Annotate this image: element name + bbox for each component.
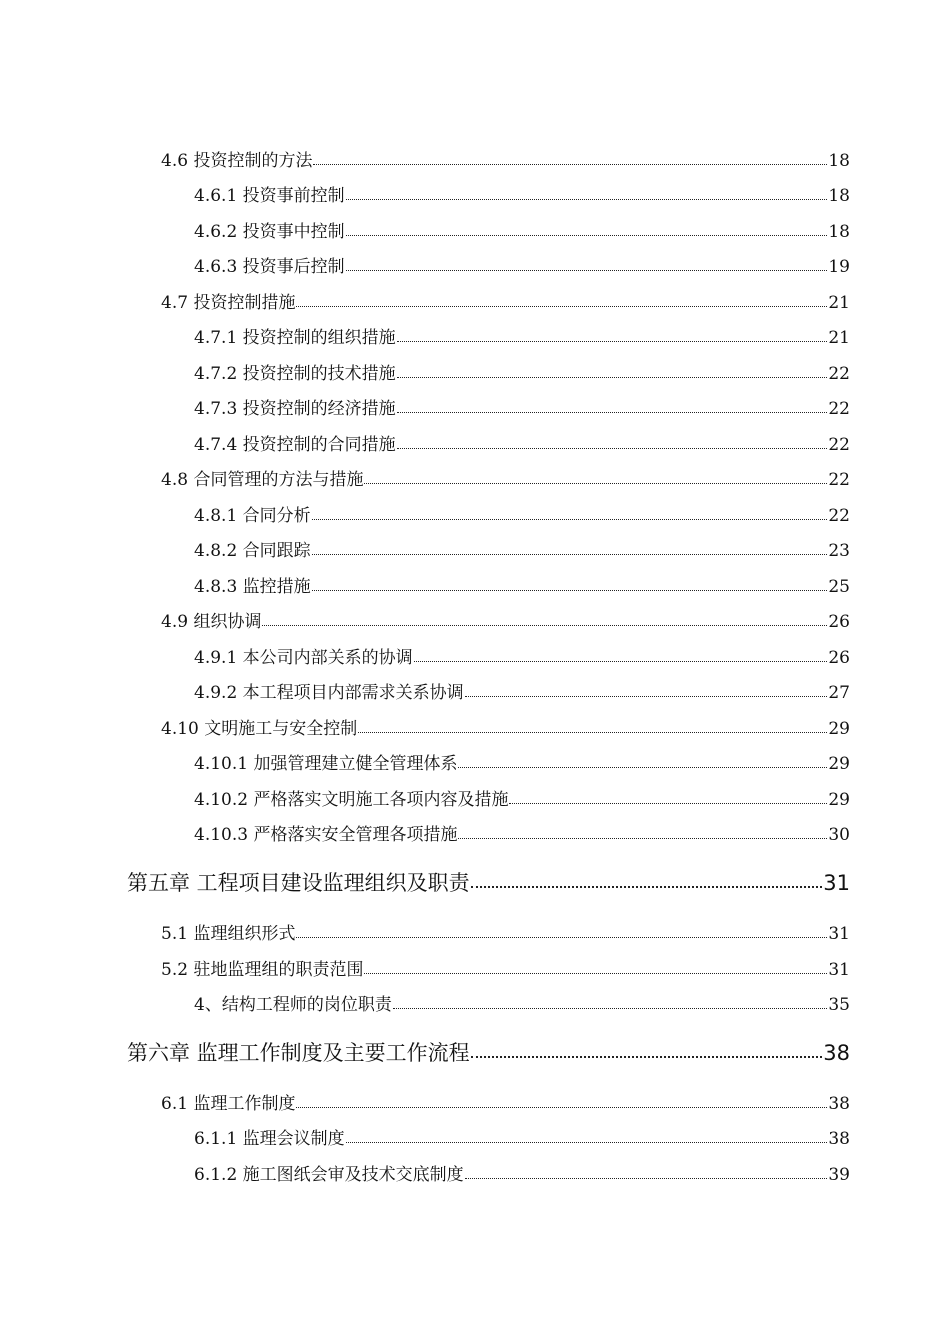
dot-leader	[364, 958, 827, 975]
toc-entry[interactable]	[161, 958, 850, 981]
toc-entry-page: 22	[828, 506, 850, 526]
dot-leader	[313, 149, 827, 166]
toc-entry-page: 22	[828, 435, 850, 455]
toc-entry[interactable]	[161, 291, 850, 314]
toc-entry[interactable]	[194, 184, 850, 207]
toc-entry[interactable]	[194, 681, 850, 704]
toc-entry[interactable]	[194, 504, 850, 527]
toc-entry[interactable]	[194, 326, 850, 349]
toc-entry-label: 5.1 监理组织形式	[161, 924, 296, 944]
toc-entry[interactable]	[194, 255, 850, 278]
toc-entry-page: 26	[828, 648, 850, 668]
toc-entry-label: 4.9.2 本工程项目内部需求关系协调	[194, 683, 464, 703]
toc-entry-label: 4.6.1 投资事前控制	[194, 186, 345, 206]
toc-chapter-entry[interactable]	[127, 869, 850, 897]
dot-leader	[465, 1163, 828, 1180]
toc-entry-page: 38	[828, 1094, 850, 1114]
toc-entry-page: 30	[828, 825, 850, 845]
toc-entry-label: 4.9 组织协调	[161, 612, 262, 632]
dot-leader	[346, 255, 828, 272]
toc-entry-page: 35	[828, 995, 850, 1015]
toc-entry-label: 6.1.2 施工图纸会审及技术交底制度	[194, 1165, 464, 1185]
dot-leader	[458, 823, 827, 840]
toc-entry[interactable]	[194, 993, 850, 1016]
toc-entry[interactable]	[194, 1127, 850, 1150]
toc-entry-page: 39	[828, 1165, 850, 1185]
toc-entry[interactable]	[161, 610, 850, 633]
dot-leader	[471, 869, 823, 890]
toc-entry-label: 第六章 监理工作制度及主要工作流程	[127, 1041, 470, 1065]
dot-leader	[312, 539, 828, 556]
toc-entry-page: 18	[828, 186, 850, 206]
toc-entry-page: 22	[828, 364, 850, 384]
dot-leader	[471, 1039, 823, 1060]
toc-entry-page: 26	[828, 612, 850, 632]
toc-entry-page: 18	[828, 222, 850, 242]
dot-leader	[397, 433, 828, 450]
toc-entry-page: 21	[828, 328, 850, 348]
toc-entry-label: 4.8.2 合同跟踪	[194, 541, 311, 561]
toc-entry[interactable]	[161, 717, 850, 740]
toc-entry-page: 25	[828, 577, 850, 597]
toc-entry[interactable]	[194, 433, 850, 456]
toc-chapter-entry[interactable]	[127, 1039, 850, 1067]
toc-entry-page: 21	[828, 293, 850, 313]
toc-entry-page: 31	[828, 960, 850, 980]
toc-entry[interactable]	[194, 788, 850, 811]
dot-leader	[346, 1127, 828, 1144]
toc-entry-label: 5.2 驻地监理组的职责范围	[161, 960, 364, 980]
toc-entry[interactable]	[161, 149, 850, 172]
toc-entry-page: 38	[828, 1129, 850, 1149]
toc-entry[interactable]	[194, 539, 850, 562]
toc-entry-page: 19	[828, 257, 850, 277]
dot-leader	[397, 397, 828, 414]
dot-leader	[296, 291, 827, 308]
toc-entry-label: 4.6 投资控制的方法	[161, 151, 313, 171]
toc-entry-label: 6.1 监理工作制度	[161, 1094, 296, 1114]
toc-entry-label: 4.10.1 加强管理建立健全管理体系	[194, 754, 458, 774]
toc-entry-page: 29	[828, 790, 850, 810]
toc-entry[interactable]	[194, 823, 850, 846]
dot-leader	[262, 610, 827, 627]
toc-entry-page: 22	[828, 470, 850, 490]
toc-entry-label: 6.1.1 监理会议制度	[194, 1129, 345, 1149]
toc-entry-label: 4.7.2 投资控制的技术措施	[194, 364, 396, 384]
toc-entry-label: 第五章 工程项目建设监理组织及职责	[127, 871, 470, 895]
toc-entry-label: 4.8 合同管理的方法与措施	[161, 470, 364, 490]
toc-entry-label: 4.7 投资控制措施	[161, 293, 296, 313]
toc-entry-label: 4.10 文明施工与安全控制	[161, 719, 358, 739]
dot-leader	[397, 362, 828, 379]
toc-entry[interactable]	[194, 646, 850, 669]
dot-leader	[346, 220, 828, 237]
dot-leader	[312, 504, 828, 521]
toc-entry-page: 18	[828, 151, 850, 171]
toc-entry-label: 4.6.3 投资事后控制	[194, 257, 345, 277]
toc-entry-label: 4、结构工程师的岗位职责	[194, 995, 392, 1015]
toc-entry[interactable]	[194, 362, 850, 385]
toc-entry[interactable]	[194, 220, 850, 243]
toc-entry-label: 4.9.1 本公司内部关系的协调	[194, 648, 413, 668]
toc-entry-label: 4.7.3 投资控制的经济措施	[194, 399, 396, 419]
toc-entry[interactable]	[194, 575, 850, 598]
toc-entry[interactable]	[194, 1163, 850, 1186]
dot-leader	[346, 184, 828, 201]
toc-entry-label: 4.8.1 合同分析	[194, 506, 311, 526]
dot-leader	[397, 326, 828, 343]
toc-entry-page: 23	[828, 541, 850, 561]
toc-entry-label: 4.8.3 监控措施	[194, 577, 311, 597]
toc-entry-page: 29	[828, 719, 850, 739]
toc-entry[interactable]	[194, 397, 850, 420]
dot-leader	[364, 468, 827, 485]
dot-leader	[296, 922, 827, 939]
dot-leader	[414, 646, 828, 663]
dot-leader	[509, 788, 827, 805]
toc-entry-page: 29	[828, 754, 850, 774]
dot-leader	[312, 575, 828, 592]
dot-leader	[296, 1092, 827, 1109]
toc-entry-page: 27	[828, 683, 850, 703]
toc-entry-label: 4.6.2 投资事中控制	[194, 222, 345, 242]
toc-entry-label: 4.10.3 严格落实安全管理各项措施	[194, 825, 458, 845]
dot-leader	[358, 717, 827, 734]
toc-entry-page: 38	[823, 1041, 850, 1065]
dot-leader	[458, 752, 827, 769]
toc-entry-label: 4.7.1 投资控制的组织措施	[194, 328, 396, 348]
toc-entry[interactable]	[161, 922, 850, 945]
toc-entry[interactable]	[194, 752, 850, 775]
toc-entry-label: 4.7.4 投资控制的合同措施	[194, 435, 396, 455]
toc-entry-page: 31	[828, 924, 850, 944]
toc-entry-page: 22	[828, 399, 850, 419]
toc-entry[interactable]	[161, 468, 850, 491]
dot-leader	[465, 681, 828, 698]
toc-entry-page: 31	[823, 871, 850, 895]
toc-entry[interactable]	[161, 1092, 850, 1115]
toc-entry-label: 4.10.2 严格落实文明施工各项内容及措施	[194, 790, 509, 810]
dot-leader	[393, 993, 828, 1010]
